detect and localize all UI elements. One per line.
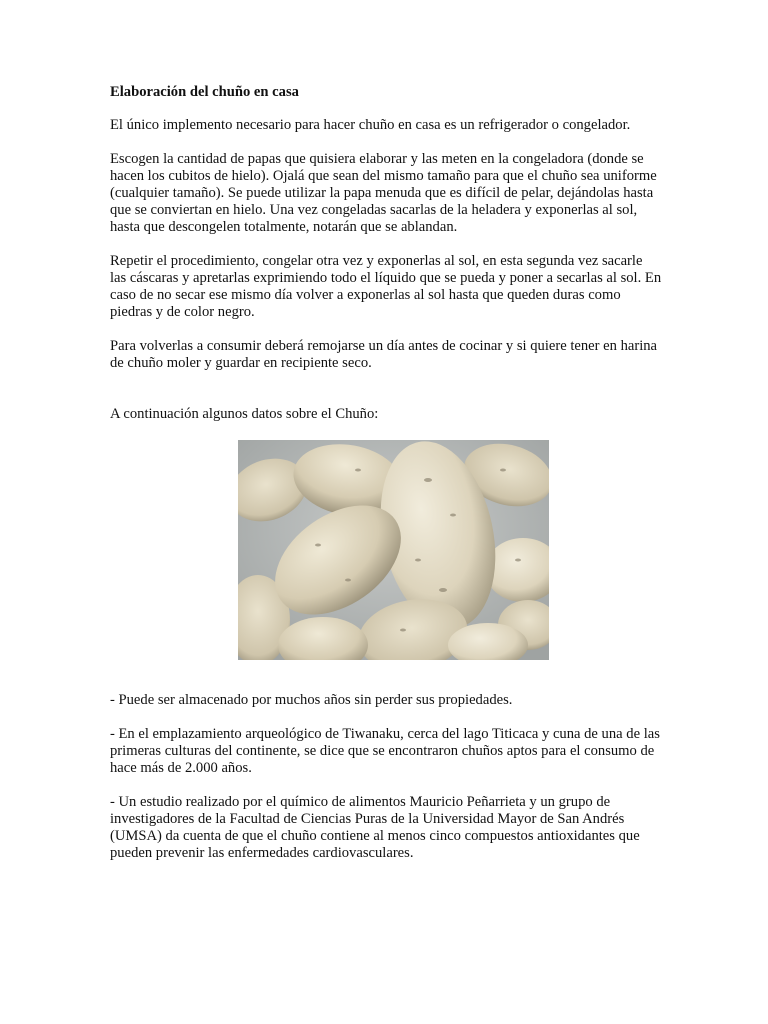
paragraph-implemento: El único implemento necesario para hacer chuño en casa es un refrigerador o congelador. xyxy=(110,117,631,133)
document-page xyxy=(110,84,662,879)
chuno-potatoes-image xyxy=(238,440,549,660)
blank-line xyxy=(110,389,662,406)
intro-datos: A continuación algunos datos sobre el Chuño: xyxy=(110,406,379,422)
paragraph-congelar: Escogen la cantidad de papas que quisiera elaborar y las meten en la congeladora (donde se hacen los cubitos de hielo). Ojalá que sean del mismo tamaño para que el chuño sea uniforme (cualquier tamaño). Se puede utilizar la papa menuda que es difícil de pelar, dejándolas hasta que se conviertan en hielo. Una vez congeladas sacarlas de la heladera y exponerlas al sol, hasta que descongelen totalmente, notarán que se ablandan. xyxy=(110,151,657,235)
fact-estudio-umsa: - Un estudio realizado por el químico de alimentos Mauricio Peñarrieta y un grupo de investigadores de la Facultad de Ciencias Puras de la Universidad Mayor de San Andrés (UMSA) da cuenta de que el chuño contiene al menos cinco compuestos antioxidantes que pueden prevenir las enfermedades cardiovasculares. xyxy=(110,794,640,861)
paragraph-repetir: Repetir el procedimiento, congelar otra vez y exponerlas al sol, en esta segunda vez sacarle las cáscaras y apretarlas exprimiendo todo el líquido que se pueda y poner a secarlas al sol. En caso de no secar ese mismo día volver a exponerlas al sol hasta que queden duras como piedras y de color negro. xyxy=(110,253,662,320)
paragraph-consumir: Para volverlas a consumir deberá remojarse un día antes de cocinar y si quiere tener en harina de chuño moler y guardar en recipiente seco. xyxy=(110,338,658,371)
fact-almacenado: - Puede ser almacenado por muchos años sin perder sus propiedades. xyxy=(110,692,513,708)
document-title: Elaboración del chuño en casa xyxy=(110,84,299,100)
fact-tiwanaku: - En el emplazamiento arqueológico de Tiwanaku, cerca del lago Titicaca y cuna de una de las primeras culturas del continente, se dice que se encontraron chuños aptos para el consumo de hace más de 2.000 años. xyxy=(110,726,660,776)
chuno-photo-container xyxy=(110,440,662,660)
